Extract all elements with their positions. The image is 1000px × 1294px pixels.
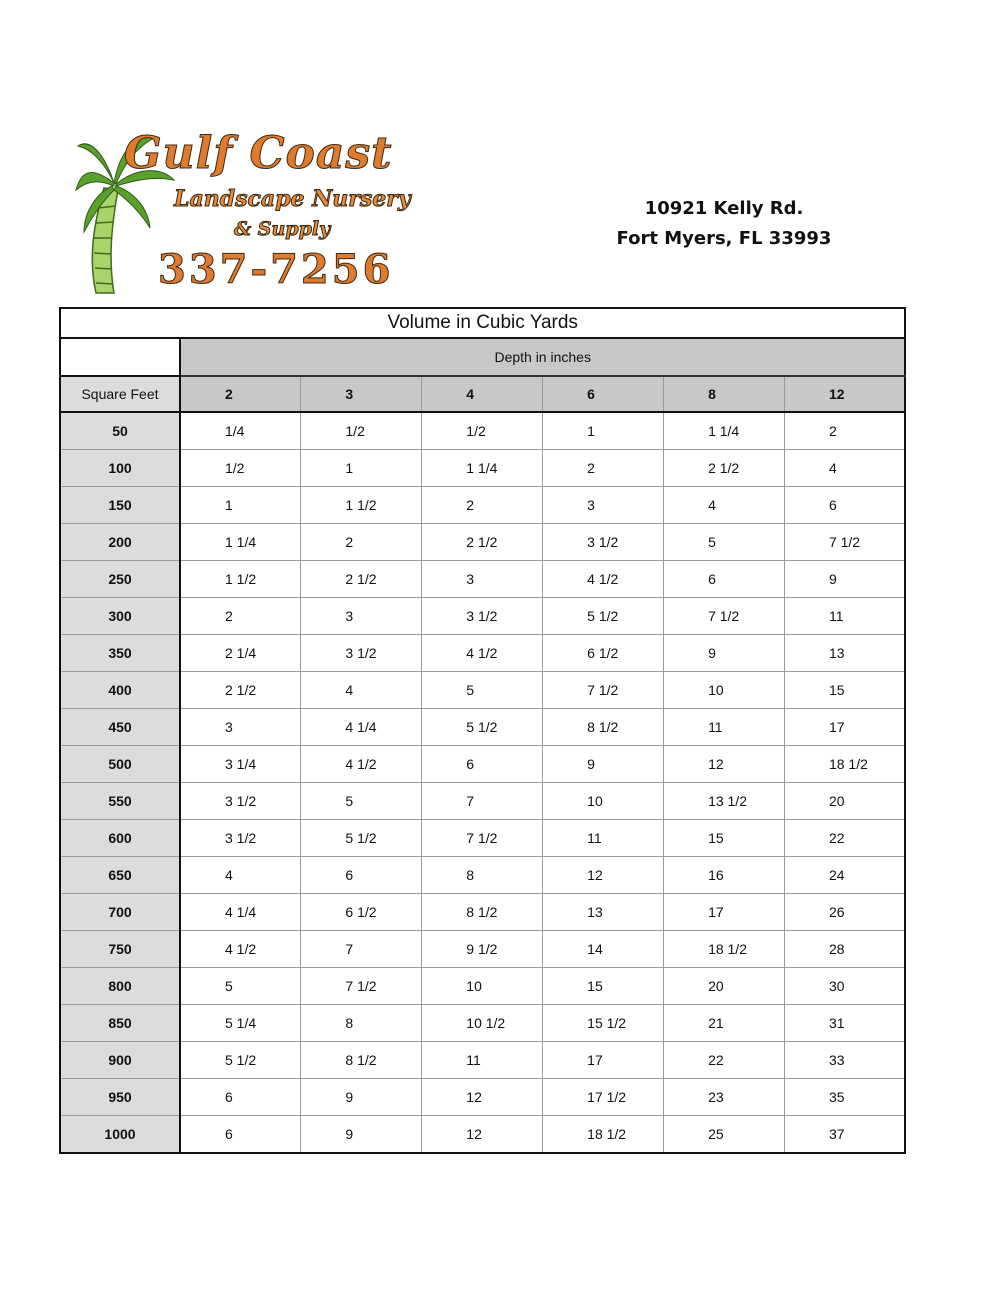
square-feet-cell: 100 [60,450,180,487]
volume-cell: 1 [543,412,664,450]
volume-cell: 1 1/2 [180,561,301,598]
volume-cell: 18 1/2 [664,931,785,968]
volume-cell: 21 [664,1005,785,1042]
volume-cell: 4 [180,857,301,894]
volume-cell: 5 [180,968,301,1005]
volume-cell: 3 1/2 [543,524,664,561]
company-phone: 337-7256 [158,246,394,293]
square-feet-cell: 500 [60,746,180,783]
depth-header-0: 2 [180,376,301,412]
volume-cell: 30 [784,968,905,1005]
volume-cell: 9 [784,561,905,598]
volume-cell: 5 [422,672,543,709]
volume-cell: 10 [664,672,785,709]
volume-cell: 12 [422,1116,543,1154]
volume-cell: 1/2 [422,412,543,450]
depth-row [60,338,905,376]
volume-cell: 5 [301,783,422,820]
volume-cell: 12 [422,1079,543,1116]
table-title: Volume in Cubic Yards [60,308,905,338]
address-street: 10921 Kelly Rd. [644,198,804,219]
corner-cell [60,338,180,376]
volume-cell: 17 [664,894,785,931]
volume-cell: 3 1/4 [180,746,301,783]
volume-cell: 8 1/2 [422,894,543,931]
volume-cell: 5 1/4 [180,1005,301,1042]
table-row [60,450,905,487]
volume-cell: 15 [664,820,785,857]
volume-table [59,307,906,1154]
volume-cell: 18 1/2 [543,1116,664,1154]
volume-cell: 3 [422,561,543,598]
square-feet-cell: 350 [60,635,180,672]
volume-cell: 7 [422,783,543,820]
volume-cell: 9 [664,635,785,672]
volume-cell: 8 1/2 [543,709,664,746]
volume-cell: 25 [664,1116,785,1154]
volume-cell: 15 [784,672,905,709]
volume-cell: 6 [422,746,543,783]
table-row [60,1005,905,1042]
address-city: Fort Myers, FL 33993 [616,228,832,249]
header-row [60,376,905,412]
volume-cell: 4 1/2 [422,635,543,672]
volume-cell: 4 1/2 [543,561,664,598]
table-row [60,968,905,1005]
square-feet-cell: 850 [60,1005,180,1042]
volume-cell: 17 [543,1042,664,1079]
volume-cell: 9 [301,1079,422,1116]
table-row [60,1079,905,1116]
depth-header-2: 4 [422,376,543,412]
volume-cell: 6 [784,487,905,524]
table-row [60,931,905,968]
square-feet-cell: 700 [60,894,180,931]
square-feet-cell: 50 [60,412,180,450]
depth-header-5: 12 [784,376,905,412]
volume-cell: 7 1/2 [301,968,422,1005]
volume-cell: 5 1/2 [422,709,543,746]
volume-cell: 1 1/4 [180,524,301,561]
volume-cell: 2 [301,524,422,561]
company-logo [74,128,434,298]
volume-cell: 11 [543,820,664,857]
volume-cell: 10 [543,783,664,820]
volume-cell: 23 [664,1079,785,1116]
volume-cell: 6 [180,1116,301,1154]
square-feet-cell: 750 [60,931,180,968]
volume-cell: 17 1/2 [543,1079,664,1116]
volume-cell: 1/4 [180,412,301,450]
volume-cell: 13 [543,894,664,931]
volume-cell: 3 1/2 [180,820,301,857]
table-row [60,598,905,635]
volume-cell: 7 1/2 [784,524,905,561]
volume-cell: 1 1/4 [664,412,785,450]
table-row [60,1116,905,1154]
volume-cell: 2 1/2 [422,524,543,561]
square-feet-cell: 650 [60,857,180,894]
square-feet-cell: 1000 [60,1116,180,1154]
company-subtitle: Landscape Nursery [174,186,411,212]
volume-cell: 6 1/2 [301,894,422,931]
volume-cell: 8 [422,857,543,894]
table-row [60,894,905,931]
depth-header-3: 6 [543,376,664,412]
volume-cell: 31 [784,1005,905,1042]
volume-cell: 4 1/2 [180,931,301,968]
volume-cell: 13 [784,635,905,672]
volume-cell: 5 1/2 [301,820,422,857]
volume-cell: 1 [301,450,422,487]
volume-cell: 9 [543,746,664,783]
square-feet-cell: 450 [60,709,180,746]
volume-cell: 3 1/2 [301,635,422,672]
volume-cell: 11 [664,709,785,746]
volume-cell: 1/2 [301,412,422,450]
volume-cell: 2 1/2 [664,450,785,487]
volume-cell: 2 1/2 [301,561,422,598]
volume-cell: 4 1/4 [301,709,422,746]
volume-cell: 14 [543,931,664,968]
volume-cell: 4 1/2 [301,746,422,783]
volume-cell: 9 1/2 [422,931,543,968]
volume-cell: 6 [180,1079,301,1116]
volume-cell: 10 [422,968,543,1005]
square-feet-cell: 950 [60,1079,180,1116]
volume-cell: 33 [784,1042,905,1079]
table-row [60,635,905,672]
table-row [60,820,905,857]
volume-cell: 15 [543,968,664,1005]
volume-cell: 7 1/2 [664,598,785,635]
volume-cell: 2 1/2 [180,672,301,709]
volume-cell: 2 [422,487,543,524]
depth-header-1: 3 [301,376,422,412]
volume-cell: 5 1/2 [180,1042,301,1079]
volume-cell: 2 [784,412,905,450]
square-feet-cell: 400 [60,672,180,709]
volume-cell: 8 [301,1005,422,1042]
depth-label: Depth in inches [180,338,905,376]
volume-cell: 11 [422,1042,543,1079]
volume-cell: 5 [664,524,785,561]
volume-cell: 8 1/2 [301,1042,422,1079]
square-feet-cell: 200 [60,524,180,561]
company-name: Gulf Coast [124,128,393,179]
table-row [60,487,905,524]
volume-cell: 1/2 [180,450,301,487]
table-row [60,672,905,709]
volume-cell: 7 1/2 [422,820,543,857]
square-feet-cell: 300 [60,598,180,635]
table-row [60,783,905,820]
volume-cell: 12 [543,857,664,894]
volume-cell: 6 [664,561,785,598]
volume-cell: 37 [784,1116,905,1154]
volume-cell: 17 [784,709,905,746]
volume-cell: 3 1/2 [422,598,543,635]
company-subtitle-2: & Supply [234,218,331,240]
volume-cell: 2 1/4 [180,635,301,672]
volume-cell: 1 [180,487,301,524]
volume-cell: 2 [543,450,664,487]
square-feet-cell: 550 [60,783,180,820]
volume-cell: 4 [784,450,905,487]
volume-cell: 1 1/4 [422,450,543,487]
square-feet-cell: 600 [60,820,180,857]
volume-cell: 7 1/2 [543,672,664,709]
square-feet-cell: 150 [60,487,180,524]
volume-cell: 22 [784,820,905,857]
volume-cell: 1 1/2 [301,487,422,524]
volume-cell: 22 [664,1042,785,1079]
volume-cell: 11 [784,598,905,635]
volume-table-container [59,307,905,1154]
table-row [60,709,905,746]
volume-cell: 16 [664,857,785,894]
square-feet-cell: 250 [60,561,180,598]
table-row [60,524,905,561]
square-feet-cell: 800 [60,968,180,1005]
square-feet-cell: 900 [60,1042,180,1079]
volume-cell: 4 [664,487,785,524]
volume-cell: 10 1/2 [422,1005,543,1042]
volume-cell: 15 1/2 [543,1005,664,1042]
row-header-label: Square Feet [60,376,180,412]
volume-cell: 35 [784,1079,905,1116]
table-row [60,746,905,783]
volume-cell: 4 [301,672,422,709]
table-row [60,1042,905,1079]
title-row [60,308,905,338]
volume-cell: 6 [301,857,422,894]
volume-cell: 13 1/2 [664,783,785,820]
volume-cell: 26 [784,894,905,931]
volume-cell: 7 [301,931,422,968]
volume-cell: 4 1/4 [180,894,301,931]
table-row [60,412,905,450]
volume-cell: 18 1/2 [784,746,905,783]
table-row [60,561,905,598]
address-block [600,194,848,254]
volume-cell: 20 [784,783,905,820]
volume-cell: 3 [543,487,664,524]
volume-cell: 3 [301,598,422,635]
volume-cell: 24 [784,857,905,894]
volume-cell: 20 [664,968,785,1005]
volume-cell: 5 1/2 [543,598,664,635]
depth-header-4: 8 [664,376,785,412]
volume-cell: 9 [301,1116,422,1154]
table-row [60,857,905,894]
volume-cell: 12 [664,746,785,783]
volume-cell: 3 1/2 [180,783,301,820]
volume-cell: 6 1/2 [543,635,664,672]
volume-cell: 2 [180,598,301,635]
volume-cell: 3 [180,709,301,746]
volume-cell: 28 [784,931,905,968]
